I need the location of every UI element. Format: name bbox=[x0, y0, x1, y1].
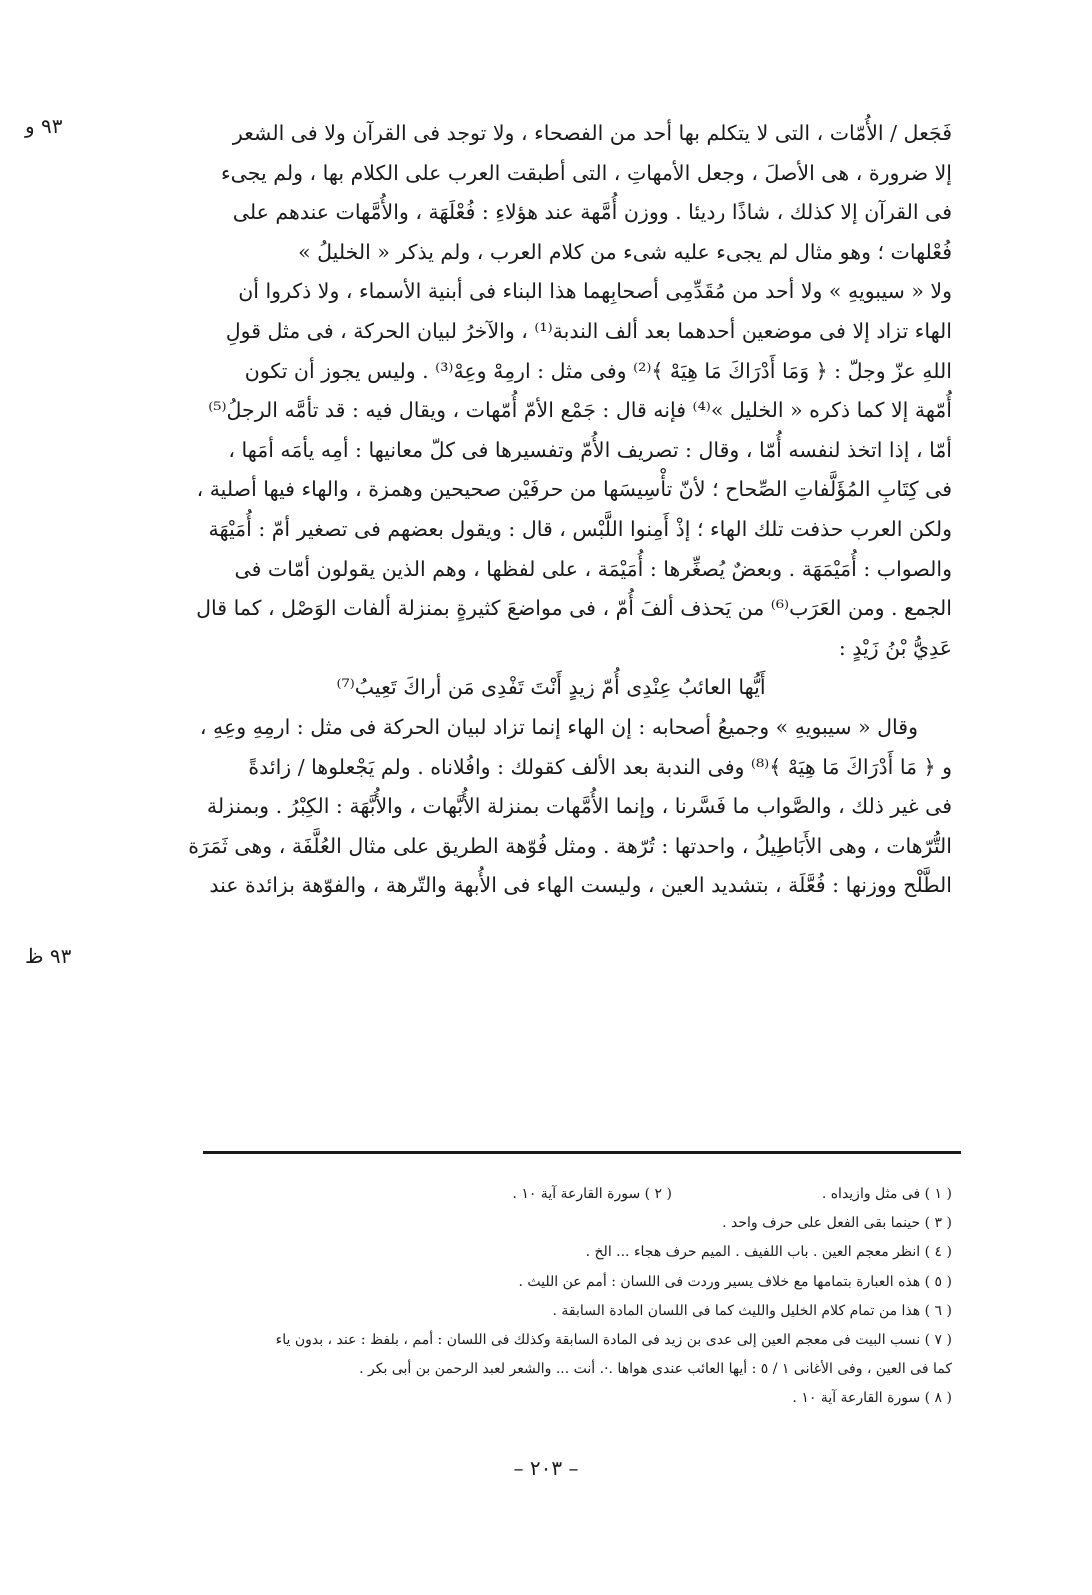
text-line: التُّرّهات ، وهى الأَبَاطِيلُ ، واحدتها : تُرّهة . ومثل فُوّهة الطريق على مثال العُلَّفَة ، وهى ثَمَرَة bbox=[188, 833, 952, 858]
footnotes bbox=[110, 1180, 952, 1414]
text-line: وقال « سيبويهِ » وجميعُ أصحابه : إن الهاء إنما تزاد لبيان الحركة فى مثل : ارمِهِ وعِهِ ، bbox=[199, 714, 918, 739]
footnote-5: ( ٥ ) هذه العبارة بتمامها مع خلاف يسير وردت فى اللسان : أمم عن الليث . bbox=[518, 1273, 952, 1290]
text-line: عَدِيُّ بْنُ زَيْدٍ : bbox=[838, 635, 952, 660]
main-text bbox=[188, 114, 952, 906]
text-line: الهاء تزاد إلا فى موضعين أحدهما بعد ألف الندبة⁽¹⁾ ، والآخرُ لبيان الحركة ، فى مثل قولِ bbox=[225, 318, 952, 343]
text-line: ولكن العرب حذفت تلك الهاء ؛ إذْ أَمِنوا اللَّبْس ، قال : ويقول بعضهم فى تصغير أمّ : أُمَيْهَة bbox=[208, 516, 952, 541]
text-line: ولا « سيبويهِ » ولا أحد من مُقَدِّمِى أصحابِهما هذا البناء فى أبنية الأسماء ، ولا ذكروا أن bbox=[238, 279, 952, 304]
footnote-3: ( ٣ ) حينما بقى الفعل على حرف واحد . bbox=[722, 1215, 952, 1232]
text-line: والصواب : أُمَيْمَهَة . وبعضٌ يُصغِّرها : أُمَيْمَة ، على لفظها ، وهم الذين يقولون أمّات فى bbox=[234, 556, 952, 581]
footnote-8: ( ٨ ) سورة القارعة آية ١٠ . bbox=[792, 1390, 952, 1407]
text-line: فُعْلهات ؛ وهو مثال لم يجىء عليه شىء من كلام العرب ، ولم يذكر « الخليلُ » bbox=[298, 239, 952, 264]
text-line: الجمع . ومن العَرَب⁽⁶⁾ من يَحذف ألفَ أُمّ ، فى مواضعَ كثيرةٍ بمنزلة ألفات الوَصْل ، كما قال bbox=[196, 596, 952, 621]
footnote-7-continued: كما فى العين ، وفى الأغانى ١ / ٥ : أيها العائب عندى هواها .·. أنت ... والشعر لعبد الرحمن بن أبى بكر . bbox=[359, 1361, 952, 1378]
text-line: اللهِ عزّ وجلّ : ﴿ وَمَا أَدْرَاكَ مَا هِيَهْ ﴾⁽²⁾ وفى مثل : ارمِهْ وعِهْ⁽³⁾ . وليس يجوز أن تكون bbox=[244, 358, 952, 383]
text-line: إلا ضرورة ، هى الأصلَ ، وجعل الأمهاتِ ، التى أطبقت العرب على الكلام بها ، ولم يجىء bbox=[221, 160, 952, 185]
footnote-7: ( ٧ ) نسب البيت فى معجم العين إلى عدى بن زيد فى المادة السابقة وكذلك فى اللسان : أمم ، بلفظ : عند ، بدون ياء bbox=[275, 1331, 952, 1348]
page-number: – ٢٠٣ – bbox=[513, 1456, 579, 1480]
text-line: و ﴿ مَا أَدْرَاكَ مَا هِيَهْ ﴾⁽⁸⁾ وفى الندبة بعد الألف كقولك : وافُلاناه . ولم يَجْعلوها / زائدةً bbox=[248, 754, 952, 779]
footnote-separator-rule bbox=[203, 1151, 961, 1154]
text-line: فى كِتَابِ المُؤَلَّفاتِ الصِّحاح ؛ لأنّ تأْسِيسَها من حرفَيْن صحيحين وهمزة ، والهاء فيها أصلية ، bbox=[196, 477, 952, 502]
footnote-4: ( ٤ ) انظر معجم العين . باب اللفيف . الميم حرف هجاء ... الخ . bbox=[585, 1244, 952, 1261]
text-line: فَجَعل / الأُمّات ، التى لا يتكلم بها أحد من الفصحاء ، ولا توجد فى القرآن ولا فى الشعر bbox=[232, 121, 952, 145]
text-line: فى القرآن إلا كذلك ، شاذًا رديئا . ووزن أُمَّهة عند هؤلاءِ : فُعْلَهَة ، والأُمَّهات عندهم على bbox=[232, 200, 952, 225]
footnote-2: ( ٢ ) سورة القارعة آية ١٠ . bbox=[512, 1186, 672, 1202]
poetry-verse: أَيُّها العائبُ عِنْدِى أُمّ زيدٍ أَنْتَ تَفْدِى مَن أراكَ تَعِيبُ⁽⁷⁾ bbox=[336, 675, 766, 700]
text-line: فى غير ذلك ، والصَّواب ما فَسَّرنا ، وإنما الأُمَّهات بمنزلة الأُبَّهات ، والأُبَّهَة : الكِبْرُ . وبمنزلة bbox=[206, 794, 952, 819]
text-line: الطَّلْح ووزنها : فُعَّلَة ، بتشديد العين ، وليست الهاء فى الأُبهة والتّرهة ، والفوّهة بزائدة عند bbox=[209, 873, 952, 898]
margin-folio-note-verso: ٩٣ ظ bbox=[25, 944, 72, 968]
text-line: أُمّهة إلا كما ذكره « الخليل »⁽⁴⁾ فإنه قال : جَمْع الأمّ أُمّهات ، ويقال فيه : قد تأمَّه الرجلُ⁽⁵⁾ bbox=[208, 398, 952, 423]
margin-folio-note-recto: ٩٣ و bbox=[25, 114, 63, 138]
footnote-6: ( ٦ ) هذا من تمام كلام الخليل والليث كما فى اللسان المادة السابقة . bbox=[552, 1302, 952, 1319]
footnote-row bbox=[110, 1180, 952, 1209]
text-line: أمّا ، إذا اتخذ لنفسه أُمّا ، وقال : تصريف الأُمّ وتفسيرها فى كلّ معانيها : أمِه يأمَه أمَها ، bbox=[228, 437, 952, 462]
footnote-1: ( ١ ) فى مثل وازيداه . bbox=[821, 1186, 952, 1202]
